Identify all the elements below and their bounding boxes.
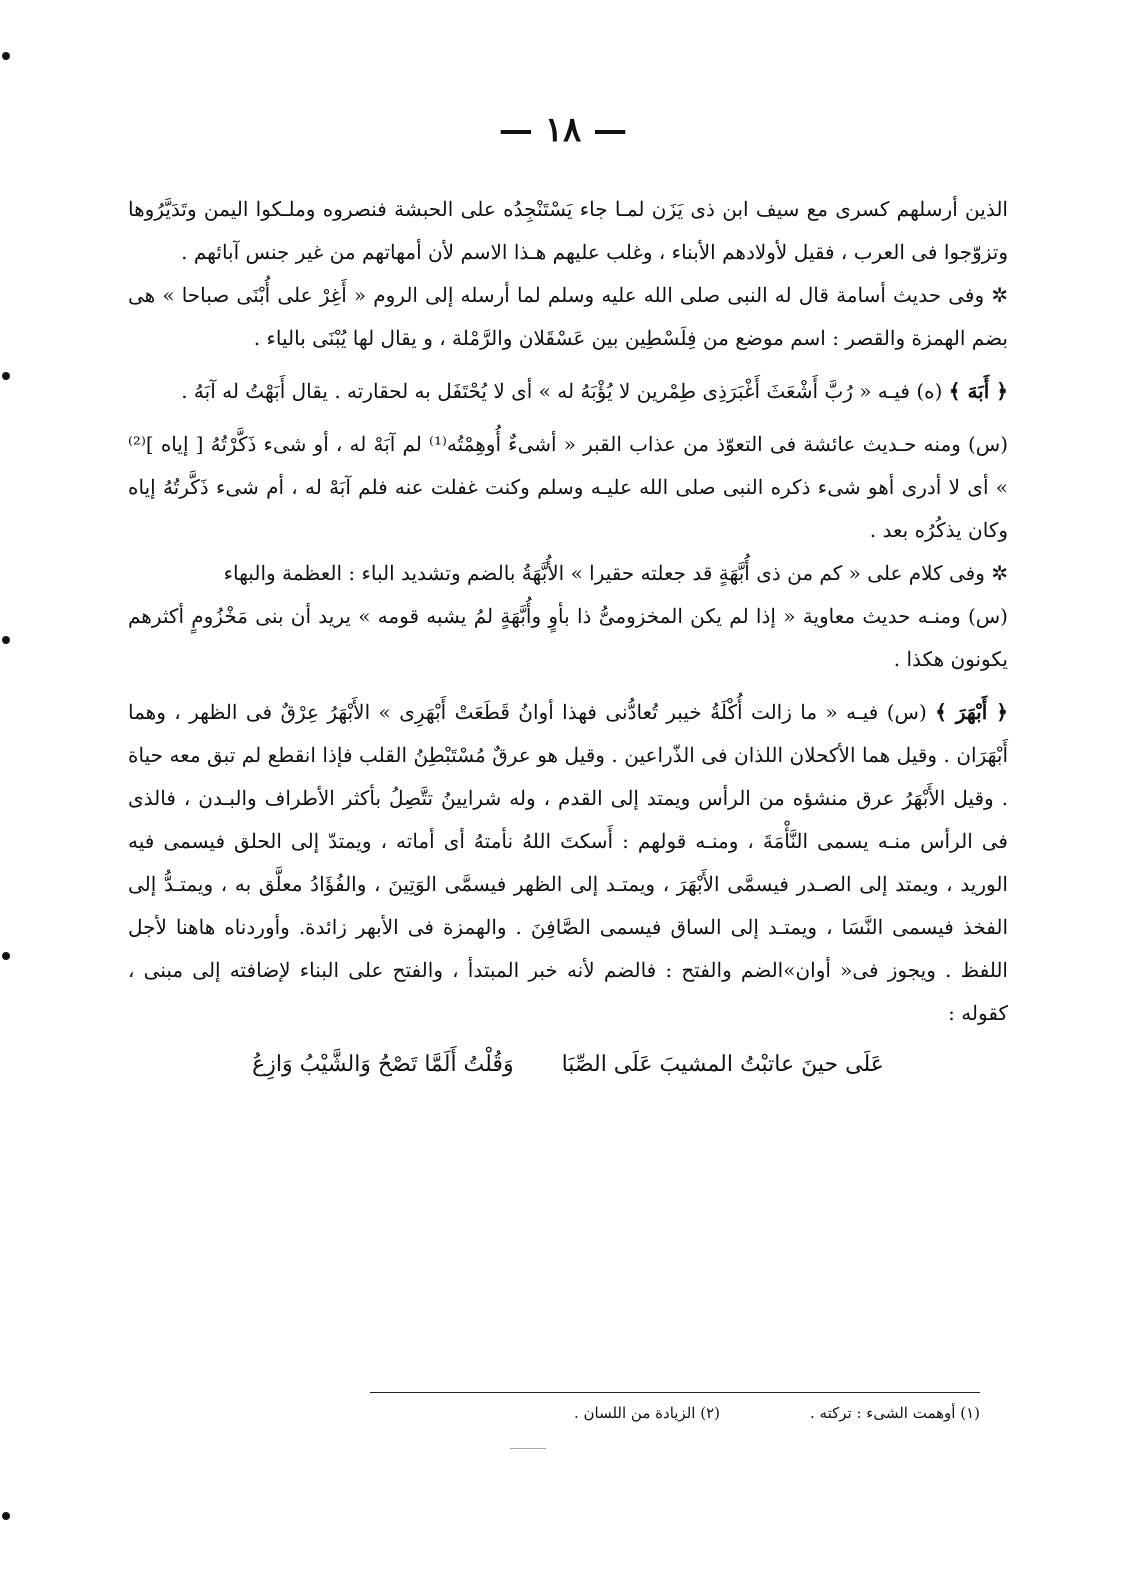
footnote-1: (١) أوهمت الشىء : تركته .	[810, 1404, 980, 1422]
footnotes	[370, 1404, 980, 1422]
body-text	[128, 188, 1008, 1089]
entry-text: (س) فيـه « ما زالت أُكْلَةُ خيبر تُعادُّنى فهذا أوانُ قَطَعَتْ أَبْهَرِى » الأَبْهَرُ عِرْقٌ فى الظهر ، وهما أَبْهَرَان . وقيل هما الأكحلان اللذان فى الذّراعين . وقيل هو عرقٌ مُسْتَبْطِنُ القلب فإذا انقطع لم تبق معه حياة . وقيل الأَبْهَرُ عرق منشؤه من الرأس ويمتد إلى القدم ، وله شرايينُ تتَّصِلُ بأكثر الأطراف والبـدن ، فالذى فى الرأس منـه يسمى النَّأْمَةَ ، ومنـه قولهم : أَسكتَ اللهُ نأمتهُ أى أماته ، ويمتدّ إلى الحلق فيسمى فيه الوريد ، ويمتد إلى الصـدر فيسمَّى الأَبْهَرَ ، ويمتـد إلى الظهر فيسمَّى الوَتِينَ ، والفُؤَادُ معلَّق به ، ويمتـدُّ إلى الفخذ فيسمى النَّسَا ، ويمتـد إلى الساق فيسمى الصَّافِنَ . والهمزة فى الأبهر زائدة. وأوردناه هاهنا لأجل اللفظ . ويجوز فى« أوان»الضم والفتح : فالضم لأنه خبر المبتدأ ، والفتح على البناء لإضافته إلى مبنى ، كقوله :	[128, 700, 1008, 1025]
scan-edge-mark	[2, 952, 10, 960]
paragraph-abna	[128, 188, 1008, 274]
entry-abah	[128, 370, 1008, 413]
paragraph-text: الذين أرسلهم كسرى مع سيف ابن ذى يَزَن لمـا جاء يَسْتَنْجِدُه على الحبشة فنصروه وملـكوا اليمن وتَدَيَّرُوها وتزوّجوا فى العرب ، فقيل لأولادهم الأبناء ، وغلب عليهم هـذا الاسم لأن أمهاتهم من غير جنس آبائهم .	[128, 197, 1008, 264]
scan-edge-mark	[2, 636, 10, 644]
entry-headword: ﴿ أَبْهَرَ ﴾	[935, 700, 1008, 724]
entry-text: (ه) فيـه « رُبَّ أَشْعَثَ أَغْبَرَذِى طِمْرين لا يُؤْبَهُ له » أى لا يُحْتَفَل به لحقارته . يقال أَبَهْتُ له آبَهُ .	[181, 379, 943, 403]
footnote-2: (٢) الزيادة من اللسان .	[573, 1404, 720, 1422]
scan-edge-mark	[2, 1512, 10, 1520]
page-number: — ١٨ —	[498, 110, 628, 150]
scan-edge-mark	[2, 52, 10, 60]
paragraph-aisha-hadith	[128, 423, 1008, 552]
paragraph-ubna	[128, 274, 1008, 360]
scan-edge-mark	[2, 372, 10, 380]
footnote-divider	[370, 1392, 980, 1393]
poetry-hemistich-left: وَقُلْتُ أَلَمَّا تَصْحُ وَالشَّيْبُ وَازِعُ	[252, 1052, 514, 1077]
poetry-hemistich-right: عَلَى حينَ عاتبْتُ المشيبَ عَلَى الصِّبَا	[561, 1052, 884, 1077]
paragraph-muawiya-hadith	[128, 595, 1008, 681]
paragraph-ali-saying	[128, 552, 1008, 595]
paragraph-text: ✲ وفى حديث أسامة قال له النبى صلى الله عليه وسلم لما أرسله إلى الروم « أَغِرْ على أُبْنَى صباحا » هى بضم الهمزة والقصر : اسم موضع من فِلَسْطِين بين عَسْقَلان والرَّمْلة ، و يقال لها يُبْنَى بالياء .	[128, 283, 1008, 350]
entry-headword: ﴿ أَبَهَ ﴾	[948, 379, 1008, 403]
paragraph-text: (س) ومنه حـديث عائشة فى التعوّذ من عذاب القبر « أشىءٌ أُوهِمْتُه⁽¹⁾ لم آبَهْ له ، أو شىء ذَكَّرْتُهُ [ إياه ]⁽²⁾ » أى لا أدرى أهو شىء ذكره النبى صلى الله عليـه وسلم وكنت غفلت عنه فلم آبَهْ له ، أم شىء ذَكَّرتُهُ إياه وكان يذكُرُه بعد .	[128, 432, 1008, 542]
paragraph-text: ✲ وفى كلام على « كم من ذى أُبَّهَةٍ قد جعلته حقيرا » الأُبَّهَةُ بالضم وتشديد الباء : العظمة والبهاء	[223, 561, 1008, 585]
page-end-rule	[510, 1448, 546, 1449]
paragraph-text: (س) ومنـه حديث معاوية « إذا لم يكن المخزومىُّ ذا بأوٍ وأُبَّهَةٍ لمُ يشبه قومه » يريد أن بنى مَخْزُومٍ أكثرهم يكونون هكذا .	[128, 604, 1008, 671]
entry-abhar	[128, 691, 1008, 1035]
poetry-verse	[128, 1041, 1008, 1089]
